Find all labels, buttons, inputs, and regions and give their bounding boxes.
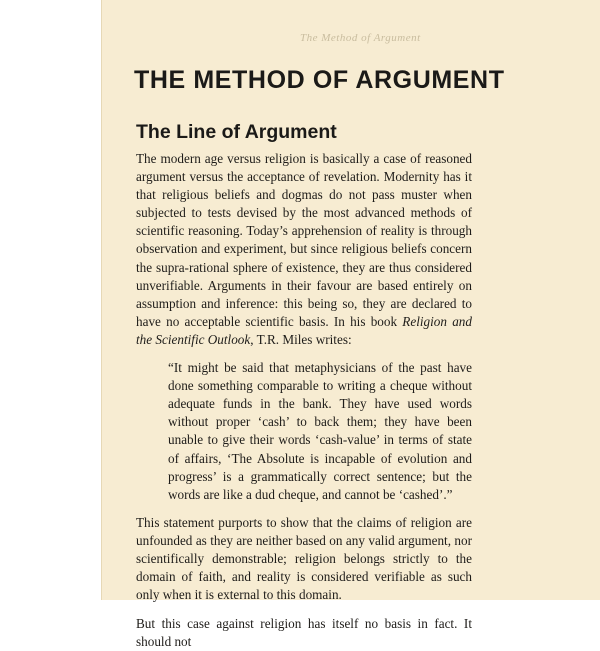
- page-edge: [101, 0, 102, 600]
- paragraph-1-end: , T.R. Miles writes:: [250, 331, 352, 347]
- chapter-title: THE METHOD OF ARGUMENT: [134, 66, 505, 94]
- section-heading: The Line of Argument: [136, 121, 337, 143]
- body-text: [136, 150, 472, 651]
- paragraph-1: [136, 150, 472, 349]
- paragraph-1-text: The modern age versus religion is basically a case of reasoned argument versus the acceptance of revelation. Modernity has it that religious beliefs and dogmas do not pass muster when subjected to tests devised by the most advanced methods of scientific reasoning. Today’s apprehension of reality is through observation and experiment, but since religious beliefs concern the supra-rational sphere of existence, they are thus considered unverifiable. Arguments in their favour are based entirely on assumption and inference: this being so, they are declared to have no acceptable scientific basis. In his book: [136, 151, 472, 329]
- block-quote: “It might be said that metaphysicians of the past have done something comparable to writing a cheque without adequate funds in the bank. They have used words without proper ‘cash’ to back them; they have been unable to give their words ‘cash-value’ in terms of state of affairs, ‘The Absolute is incapable of evolution and progress’ is a grammatically correct sentence; but the words are like a dud cheque, and cannot be ‘cashed’.”: [168, 360, 472, 502]
- book-title: Religion and the Scientific Outlook: [136, 313, 472, 347]
- paragraph-3: But this case against religion has itself no basis in fact. It should not: [136, 616, 472, 650]
- running-head-show-through: The Method of Argument: [300, 32, 421, 44]
- paragraph-2: This statement purports to show that the claims of religion are unfounded as they are neither based on any valid argument, nor scientifically demonstrable; religion belongs strictly to the domain of faith, and reality is considered verifiable as such only when it is external to this domain.: [136, 514, 472, 603]
